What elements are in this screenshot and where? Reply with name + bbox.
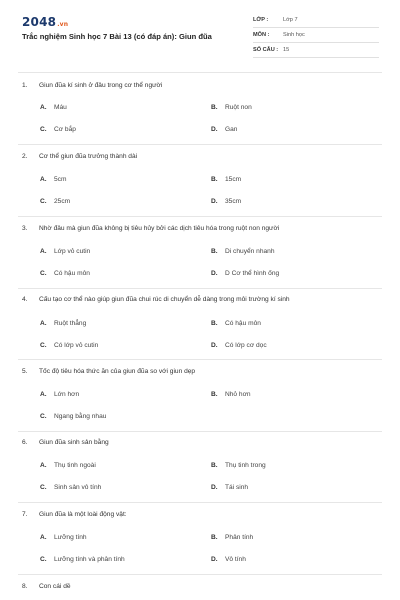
question-divider — [18, 502, 382, 503]
item-text: Phân tính — [225, 534, 254, 541]
item-label: 6. — [22, 439, 28, 446]
item-label: A. — [40, 176, 47, 183]
option-2c[interactable] — [40, 198, 70, 205]
item-label: 7. — [22, 511, 28, 518]
option-3a[interactable] — [40, 248, 90, 255]
option-4c[interactable] — [40, 342, 98, 349]
option-1b[interactable] — [211, 104, 252, 111]
option-5a[interactable] — [40, 391, 79, 398]
item-text: Sinh sản vô tính — [54, 484, 102, 491]
option-6a[interactable] — [40, 462, 96, 469]
item-text: 35cm — [225, 198, 242, 205]
item-text: Thụ tinh trong — [225, 462, 266, 469]
item-label: D. — [211, 126, 218, 133]
option-3b[interactable] — [211, 248, 275, 255]
item-label: 1. — [22, 82, 28, 89]
question-divider — [18, 288, 382, 289]
item-text: Tốc độ tiêu hóa thức ăn của giun đũa so với giun dẹp — [39, 368, 196, 375]
option-1c[interactable] — [40, 126, 76, 133]
item-text: Cơ bắp — [54, 126, 76, 133]
option-4b[interactable] — [211, 320, 261, 327]
item-text: Lớn hơn — [54, 391, 80, 398]
option-2d[interactable] — [211, 198, 241, 205]
item-label: A. — [40, 320, 47, 327]
meta-subject-key: MÔN : — [253, 32, 270, 38]
meta-subject-value: Sinh học — [283, 32, 305, 38]
question-divider — [18, 216, 382, 217]
meta-count-key: SỐ CÂU : — [253, 47, 279, 53]
question-divider — [18, 144, 382, 145]
item-text: Giun đũa sinh sản bằng — [39, 439, 109, 446]
item-text: 5cm — [54, 176, 67, 183]
option-6b[interactable] — [211, 462, 266, 469]
item-label: 4. — [22, 296, 28, 303]
meta-count-value: 15 — [283, 47, 290, 53]
item-text: Giun đũa là một loài động vật: — [39, 511, 127, 518]
item-text: Ruột non — [225, 104, 252, 111]
item-label: C. — [40, 270, 47, 277]
item-label: D. — [211, 270, 218, 277]
item-label: B. — [211, 391, 218, 398]
item-text: Lưỡng tính — [54, 534, 87, 541]
item-label: A. — [40, 391, 47, 398]
option-3c[interactable] — [40, 270, 90, 277]
item-text: Con cái dề — [39, 583, 71, 590]
item-label: B. — [211, 462, 218, 469]
option-1a[interactable] — [40, 104, 67, 111]
item-text: Giun đũa kí sinh ở đâu trong cơ thể người — [39, 82, 163, 89]
item-label: C. — [40, 342, 47, 349]
item-label: 3. — [22, 225, 28, 232]
item-label: B. — [211, 104, 218, 111]
question-8 — [22, 583, 71, 590]
logo-suffix: .vn — [57, 21, 69, 28]
question-2 — [22, 153, 137, 160]
item-text: Ruột thẳng — [54, 320, 87, 327]
item-label: B. — [211, 320, 218, 327]
option-7c[interactable] — [40, 556, 125, 563]
item-text: Ngang bằng nhau — [54, 413, 107, 420]
item-label: D. — [211, 342, 218, 349]
meta-class-value: Lớp 7 — [283, 17, 298, 23]
question-4 — [22, 296, 290, 303]
option-5c[interactable] — [40, 413, 106, 420]
option-6c[interactable] — [40, 484, 101, 491]
option-1d[interactable] — [211, 126, 237, 133]
item-label: D. — [211, 556, 218, 563]
item-text: Có hậu môn — [225, 320, 261, 327]
item-text: Cơ thể giun đũa trưởng thành dài — [39, 153, 138, 160]
option-2b[interactable] — [211, 176, 241, 183]
question-6 — [22, 439, 109, 446]
item-text: Gan — [225, 126, 238, 133]
option-4d[interactable] — [211, 342, 267, 349]
item-label: D. — [211, 484, 218, 491]
item-label: 8. — [22, 583, 28, 590]
header-divider — [18, 72, 382, 73]
item-text: Máu — [54, 104, 67, 111]
question-divider — [18, 431, 382, 432]
item-text: Cấu tạo cơ thể nào giúp giun đũa chui rúc di chuyển dễ dàng trong môi trường kí sinh — [39, 296, 290, 303]
option-4a[interactable] — [40, 320, 86, 327]
meta-count — [253, 44, 379, 58]
item-label: C. — [40, 198, 47, 205]
item-label: D. — [211, 198, 218, 205]
item-label: B. — [211, 534, 218, 541]
question-divider — [18, 574, 382, 575]
item-text: Lớp vỏ cutin — [54, 248, 91, 255]
meta-subject — [253, 29, 379, 43]
site-logo[interactable] — [22, 15, 68, 29]
item-label: B. — [211, 176, 218, 183]
question-7 — [22, 511, 127, 518]
item-label: A. — [40, 104, 47, 111]
item-text: Tái sinh — [225, 484, 249, 491]
option-3d[interactable] — [211, 270, 279, 277]
item-label: 5. — [22, 368, 28, 375]
item-text: D Cơ thể hình ống — [225, 270, 280, 277]
question-5 — [22, 368, 195, 375]
item-text: Thụ tinh ngoài — [54, 462, 96, 469]
option-7a[interactable] — [40, 534, 87, 541]
meta-class — [253, 14, 379, 28]
item-label: A. — [40, 534, 47, 541]
item-text: 25cm — [54, 198, 71, 205]
item-label: C. — [40, 484, 47, 491]
item-text: Lưỡng tính và phân tính — [54, 556, 125, 563]
item-label: B. — [211, 248, 218, 255]
item-text: Nhờ đâu mà giun đũa không bị tiêu hủy bởi các dịch tiêu hóa trong ruột non người — [39, 225, 280, 232]
item-label: 2. — [22, 153, 28, 160]
question-1 — [22, 82, 162, 89]
item-label: C. — [40, 556, 47, 563]
option-7d[interactable] — [211, 556, 246, 563]
item-text: 15cm — [225, 176, 242, 183]
option-2a[interactable] — [40, 176, 66, 183]
item-label: A. — [40, 248, 47, 255]
item-label: C. — [40, 413, 47, 420]
item-text: Có hậu môn — [54, 270, 90, 277]
item-label: A. — [40, 462, 47, 469]
item-text: Di chuyển nhanh — [225, 248, 275, 255]
page-title: Trắc nghiệm Sinh học 7 Bài 13 (có đáp án): Giun đũa — [22, 32, 212, 41]
option-5b[interactable] — [211, 391, 251, 398]
page-header — [0, 0, 400, 72]
option-6d[interactable] — [211, 484, 248, 491]
item-text: Có lớp cơ dọc — [225, 342, 267, 349]
question-divider — [18, 359, 382, 360]
item-text: Nhỏ hơn — [225, 391, 251, 398]
item-label: C. — [40, 126, 47, 133]
item-text: Có lớp vỏ cutin — [54, 342, 99, 349]
logo-text: 2048 — [22, 15, 57, 29]
item-text: Vô tính — [225, 556, 246, 563]
option-7b[interactable] — [211, 534, 253, 541]
meta-class-key: LỚP : — [253, 17, 269, 23]
question-3 — [22, 225, 279, 232]
